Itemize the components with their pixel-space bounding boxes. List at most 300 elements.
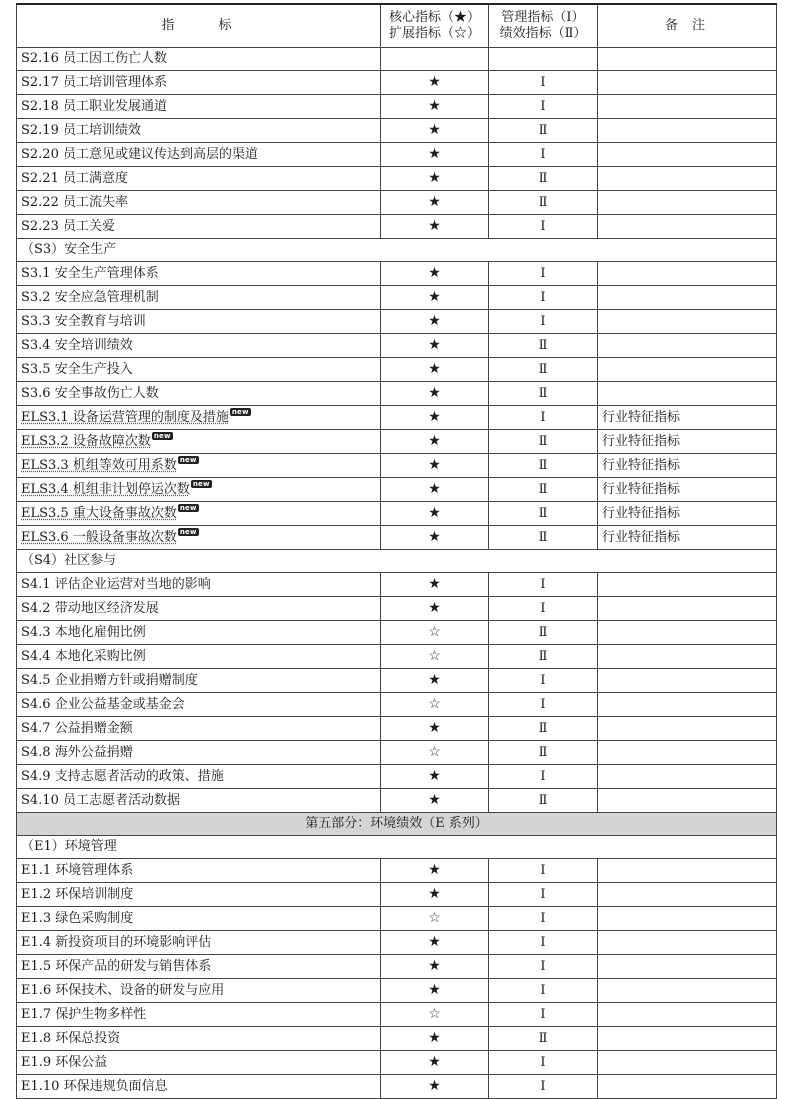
indicator-label: S4.9 支持志愿者活动的政策、措施	[21, 768, 224, 784]
indicator-cell	[17, 95, 381, 119]
indicator-cell	[17, 883, 381, 907]
part-title: 第五部分：环境绩效（E 系列）	[17, 813, 777, 836]
hollow-star-icon: ☆	[428, 1006, 441, 1022]
indicator-cell	[17, 406, 381, 430]
note-cell	[598, 669, 777, 693]
note-cell: 行业特征指标	[598, 526, 777, 550]
indicator-cell	[17, 931, 381, 955]
indicator-type-value: Ⅰ	[540, 1078, 546, 1094]
note-cell	[598, 95, 777, 119]
indicator-type-value: Ⅰ	[540, 958, 546, 974]
indicator-type-cell	[489, 143, 598, 167]
core-extended-cell	[381, 95, 489, 119]
indicator-type-cell	[489, 48, 598, 71]
note-cell	[598, 883, 777, 907]
indicator-type-value: Ⅰ	[540, 146, 546, 162]
indicator-type-cell	[489, 454, 598, 478]
indicator-label: S4.4 本地化采购比例	[21, 648, 146, 664]
indicator-type-cell	[489, 765, 598, 789]
indicator-type-value: Ⅰ	[540, 576, 546, 592]
section-header-row	[17, 239, 777, 262]
hollow-star-icon: ☆	[428, 624, 441, 640]
new-badge-icon: new	[179, 503, 197, 512]
indicator-cell	[17, 358, 381, 382]
table-row	[17, 669, 777, 693]
table-row	[17, 167, 777, 191]
indicator-type-value: Ⅰ	[540, 862, 546, 878]
indicator-label: S3.2 安全应急管理机制	[21, 289, 159, 305]
indicator-type-cell	[489, 597, 598, 621]
indicator-table	[16, 3, 777, 1099]
table-row	[17, 478, 777, 502]
indicator-label: ELS3.5 重大设备事故次数	[21, 505, 177, 521]
indicator-type-cell	[489, 119, 598, 143]
table-row	[17, 931, 777, 955]
core-extended-cell	[381, 478, 489, 502]
section-title: （S3）安全生产	[17, 239, 777, 262]
indicator-type-value: Ⅰ	[540, 98, 546, 114]
indicator-type-cell	[489, 573, 598, 597]
indicator-label: ELS3.4 机组非计划停运次数	[21, 481, 190, 497]
indicator-type-value: Ⅰ	[540, 696, 546, 712]
core-extended-cell	[381, 119, 489, 143]
core-extended-cell	[381, 645, 489, 669]
indicator-cell	[17, 430, 381, 454]
core-extended-cell	[381, 167, 489, 191]
indicator-type-value: Ⅱ	[538, 122, 548, 138]
indicator-type-cell	[489, 1051, 598, 1075]
note-cell	[598, 573, 777, 597]
indicator-type-cell	[489, 334, 598, 358]
table-row	[17, 597, 777, 621]
core-extended-cell	[381, 1051, 489, 1075]
filled-star-icon: ★	[428, 313, 441, 329]
filled-star-icon: ★	[428, 862, 441, 878]
core-extended-cell	[381, 1027, 489, 1051]
indicator-type-cell	[489, 406, 598, 430]
indicator-cell	[17, 717, 381, 741]
note-cell	[598, 931, 777, 955]
section-header-row	[17, 836, 777, 859]
indicator-cell	[17, 262, 381, 286]
indicator-label: S3.5 安全生产投入	[21, 361, 133, 377]
indicator-label: S2.23 员工关爱	[21, 218, 115, 234]
indicator-label: S4.1 评估企业运营对当地的影响	[21, 576, 211, 592]
filled-star-icon: ★	[428, 505, 441, 521]
indicator-cell	[17, 502, 381, 526]
table-row	[17, 765, 777, 789]
indicator-cell	[17, 573, 381, 597]
indicator-label: S4.5 企业捐赠方针或捐赠制度	[21, 672, 198, 688]
indicator-cell	[17, 789, 381, 813]
note-cell	[598, 1051, 777, 1075]
filled-star-icon: ★	[428, 958, 441, 974]
indicator-cell	[17, 1051, 381, 1075]
core-extended-cell	[381, 406, 489, 430]
filled-star-icon: ★	[428, 74, 441, 90]
indicator-label: S4.6 企业公益基金或基金会	[21, 696, 185, 712]
note-cell	[598, 979, 777, 1003]
indicator-cell	[17, 191, 381, 215]
filled-star-icon: ★	[428, 982, 441, 998]
table-row	[17, 621, 777, 645]
indicator-type-cell	[489, 526, 598, 550]
indicator-type-value: Ⅱ	[538, 624, 548, 640]
indicator-cell	[17, 907, 381, 931]
note-cell	[598, 334, 777, 358]
core-extended-cell	[381, 931, 489, 955]
indicator-type-value: Ⅰ	[540, 218, 546, 234]
table-row	[17, 358, 777, 382]
filled-star-icon: ★	[428, 146, 441, 162]
hollow-star-icon: ☆	[428, 696, 441, 712]
note-cell	[598, 645, 777, 669]
core-extended-cell	[381, 262, 489, 286]
indicator-type-value: Ⅰ	[540, 672, 546, 688]
indicator-type-cell	[489, 478, 598, 502]
core-extended-cell	[381, 1003, 489, 1027]
indicator-type-value: Ⅰ	[540, 289, 546, 305]
note-cell: 行业特征指标	[598, 502, 777, 526]
header-management-performance	[489, 4, 598, 48]
indicator-cell	[17, 979, 381, 1003]
core-extended-cell	[381, 859, 489, 883]
indicator-type-cell	[489, 382, 598, 406]
table-row	[17, 286, 777, 310]
indicator-type-cell	[489, 669, 598, 693]
filled-star-icon: ★	[428, 576, 441, 592]
filled-star-icon: ★	[428, 1078, 441, 1094]
indicator-label: S2.16 员工因工伤亡人数	[21, 51, 167, 66]
table-row	[17, 883, 777, 907]
indicator-type-value: Ⅱ	[538, 744, 548, 760]
indicator-type-cell	[489, 1027, 598, 1051]
note-cell: 行业特征指标	[598, 454, 777, 478]
header-indicator: 指标	[17, 4, 381, 48]
indicator-type-value: Ⅰ	[540, 910, 546, 926]
indicator-type-value: Ⅱ	[538, 194, 548, 210]
indicator-type-value: Ⅱ	[538, 385, 548, 401]
filled-star-icon: ★	[428, 768, 441, 784]
note-cell	[598, 693, 777, 717]
filled-star-icon: ★	[428, 457, 441, 473]
filled-star-icon: ★	[428, 265, 441, 281]
indicator-type-value: Ⅰ	[540, 265, 546, 281]
filled-star-icon: ★	[428, 886, 441, 902]
note-cell	[598, 262, 777, 286]
indicator-type-cell	[489, 931, 598, 955]
filled-star-icon: ★	[428, 98, 441, 114]
table-row	[17, 382, 777, 406]
core-extended-cell	[381, 597, 489, 621]
section-title: （E1）环境管理	[17, 836, 777, 859]
section-title: （S4）社区参与	[17, 550, 777, 573]
table-row	[17, 502, 777, 526]
table-row	[17, 907, 777, 931]
indicator-label: E1.8 环保总投资	[21, 1030, 121, 1046]
table-row	[17, 717, 777, 741]
core-extended-cell	[381, 573, 489, 597]
core-extended-cell	[381, 334, 489, 358]
table-row	[17, 454, 777, 478]
indicator-type-cell	[489, 71, 598, 95]
core-extended-cell	[381, 502, 489, 526]
header-core-extended	[381, 4, 489, 48]
note-cell	[598, 310, 777, 334]
header-performance-line: 绩效指标（Ⅱ）	[499, 26, 587, 41]
core-extended-cell	[381, 669, 489, 693]
filled-star-icon: ★	[428, 194, 441, 210]
core-extended-cell	[381, 215, 489, 239]
table-row	[17, 143, 777, 167]
indicator-type-value: Ⅱ	[538, 457, 548, 473]
indicator-label: ELS3.2 设备故障次数	[21, 433, 151, 449]
indicator-type-cell	[489, 955, 598, 979]
indicator-type-cell	[489, 883, 598, 907]
core-extended-cell	[381, 71, 489, 95]
core-extended-cell	[381, 717, 489, 741]
note-cell	[598, 741, 777, 765]
indicator-type-value: Ⅰ	[540, 600, 546, 616]
table-body	[17, 48, 777, 1099]
note-cell	[598, 143, 777, 167]
table-row	[17, 215, 777, 239]
indicator-cell	[17, 310, 381, 334]
indicator-cell	[17, 1075, 381, 1099]
hollow-star-icon: ☆	[428, 910, 441, 926]
indicator-type-cell	[489, 191, 598, 215]
indicator-cell	[17, 382, 381, 406]
indicator-type-cell	[489, 645, 598, 669]
indicator-label: S2.22 员工流失率	[21, 194, 128, 210]
table-header-row	[17, 4, 777, 48]
table-row	[17, 95, 777, 119]
new-badge-icon: new	[179, 527, 197, 536]
note-cell	[598, 717, 777, 741]
indicator-label: S2.21 员工满意度	[21, 170, 128, 186]
note-cell	[598, 859, 777, 883]
table-row	[17, 71, 777, 95]
indicator-type-cell	[489, 167, 598, 191]
indicator-type-value: Ⅱ	[538, 505, 548, 521]
core-extended-cell	[381, 48, 489, 71]
indicator-cell	[17, 859, 381, 883]
note-cell	[598, 215, 777, 239]
core-extended-cell	[381, 382, 489, 406]
indicator-label: S4.8 海外公益捐赠	[21, 744, 133, 760]
indicator-type-value: Ⅱ	[538, 170, 548, 186]
indicator-cell	[17, 1027, 381, 1051]
indicator-label: S4.10 员工志愿者活动数据	[21, 792, 180, 808]
indicator-type-value: Ⅱ	[538, 361, 548, 377]
table-row	[17, 262, 777, 286]
indicator-label: ELS3.3 机组等效可用系数	[21, 457, 177, 473]
indicator-cell	[17, 645, 381, 669]
indicator-label: E1.6 环保技术、设备的研发与应用	[21, 982, 225, 998]
core-extended-cell	[381, 979, 489, 1003]
table-row	[17, 1003, 777, 1027]
filled-star-icon: ★	[428, 934, 441, 950]
indicator-cell	[17, 143, 381, 167]
note-cell	[598, 621, 777, 645]
indicator-type-value: Ⅰ	[540, 74, 546, 90]
indicator-cell	[17, 71, 381, 95]
core-extended-cell	[381, 693, 489, 717]
indicator-cell	[17, 526, 381, 550]
indicator-cell	[17, 669, 381, 693]
header-core-line: 核心指标（★）	[388, 10, 480, 25]
table-row	[17, 48, 777, 71]
filled-star-icon: ★	[428, 481, 441, 497]
indicator-type-cell	[489, 741, 598, 765]
indicator-type-cell	[489, 358, 598, 382]
note-cell: 行业特征指标	[598, 406, 777, 430]
note-cell	[598, 191, 777, 215]
header-extended-line: 扩展指标（☆）	[388, 26, 480, 41]
table-row	[17, 1027, 777, 1051]
table-row	[17, 645, 777, 669]
new-badge-icon: new	[153, 431, 171, 440]
table-row	[17, 310, 777, 334]
core-extended-cell	[381, 191, 489, 215]
note-cell	[598, 765, 777, 789]
core-extended-cell	[381, 430, 489, 454]
table-row	[17, 119, 777, 143]
indicator-type-cell	[489, 717, 598, 741]
indicator-label: S4.2 带动地区经济发展	[21, 600, 159, 616]
filled-star-icon: ★	[428, 1054, 441, 1070]
indicator-type-value: Ⅱ	[538, 1030, 548, 1046]
part-header-row	[17, 813, 777, 836]
indicator-type-cell	[489, 789, 598, 813]
indicator-type-value: Ⅱ	[538, 481, 548, 497]
indicator-type-value: Ⅰ	[540, 313, 546, 329]
indicator-label: S3.4 安全培训绩效	[21, 337, 133, 353]
indicator-type-value: Ⅱ	[538, 433, 548, 449]
indicator-type-cell	[489, 979, 598, 1003]
indicator-type-cell	[489, 907, 598, 931]
table-row	[17, 1075, 777, 1099]
indicator-type-cell	[489, 286, 598, 310]
indicator-label: ELS3.1 设备运营管理的制度及措施	[21, 409, 229, 425]
indicator-cell	[17, 48, 381, 71]
filled-star-icon: ★	[428, 433, 441, 449]
indicator-type-value: Ⅰ	[540, 1006, 546, 1022]
filled-star-icon: ★	[428, 122, 441, 138]
indicator-type-value: Ⅱ	[538, 648, 548, 664]
core-extended-cell	[381, 883, 489, 907]
table-row	[17, 859, 777, 883]
note-cell	[598, 48, 777, 71]
note-cell	[598, 907, 777, 931]
note-cell	[598, 789, 777, 813]
indicator-label: S3.3 安全教育与培训	[21, 313, 146, 329]
indicator-type-value: Ⅰ	[540, 934, 546, 950]
indicator-label: S2.17 员工培训管理体系	[21, 74, 167, 90]
table-row	[17, 334, 777, 358]
note-cell: 行业特征指标	[598, 478, 777, 502]
indicator-label: S2.18 员工职业发展通道	[21, 98, 167, 114]
filled-star-icon: ★	[428, 1030, 441, 1046]
filled-star-icon: ★	[428, 385, 441, 401]
core-extended-cell	[381, 358, 489, 382]
core-extended-cell	[381, 454, 489, 478]
section-header-row	[17, 550, 777, 573]
table-row	[17, 693, 777, 717]
filled-star-icon: ★	[428, 792, 441, 808]
table-row	[17, 573, 777, 597]
indicator-cell	[17, 215, 381, 239]
indicator-cell	[17, 454, 381, 478]
new-badge-icon: new	[192, 479, 210, 488]
table-row	[17, 1051, 777, 1075]
indicator-label: E1.4 新投资项目的环境影响评估	[21, 934, 212, 950]
new-badge-icon: new	[179, 455, 197, 464]
indicator-cell	[17, 741, 381, 765]
core-extended-cell	[381, 907, 489, 931]
note-cell	[598, 382, 777, 406]
indicator-cell	[17, 955, 381, 979]
indicator-cell	[17, 167, 381, 191]
core-extended-cell	[381, 143, 489, 167]
indicator-label: E1.10 环保违规负面信息	[21, 1078, 168, 1094]
indicator-type-value: Ⅰ	[540, 768, 546, 784]
indicator-label: E1.5 环保产品的研发与销售体系	[21, 958, 212, 974]
indicator-cell	[17, 765, 381, 789]
core-extended-cell	[381, 955, 489, 979]
indicator-label: S4.3 本地化雇佣比例	[21, 624, 146, 640]
indicator-cell	[17, 597, 381, 621]
hollow-star-icon: ☆	[428, 744, 441, 760]
filled-star-icon: ★	[428, 361, 441, 377]
note-cell: 行业特征指标	[598, 430, 777, 454]
indicator-type-cell	[489, 859, 598, 883]
indicator-type-value: Ⅱ	[538, 337, 548, 353]
filled-star-icon: ★	[428, 170, 441, 186]
indicator-type-cell	[489, 310, 598, 334]
note-cell	[598, 1075, 777, 1099]
indicator-label: E1.7 保护生物多样性	[21, 1006, 147, 1022]
core-extended-cell	[381, 526, 489, 550]
indicator-label: E1.3 绿色采购制度	[21, 910, 134, 926]
note-cell	[598, 1003, 777, 1027]
header-note: 备注	[598, 4, 777, 48]
indicator-type-cell	[489, 215, 598, 239]
indicator-type-value: Ⅰ	[540, 886, 546, 902]
note-cell	[598, 286, 777, 310]
indicator-type-value: Ⅱ	[538, 529, 548, 545]
indicator-type-value: Ⅱ	[538, 720, 548, 736]
indicator-type-cell	[489, 693, 598, 717]
indicator-label: E1.2 环保培训制度	[21, 886, 134, 902]
table-row	[17, 191, 777, 215]
indicator-label: S3.1 安全生产管理体系	[21, 265, 159, 281]
indicator-label: S2.20 员工意见或建议传达到高层的渠道	[21, 146, 258, 162]
indicator-type-cell	[489, 95, 598, 119]
core-extended-cell	[381, 1075, 489, 1099]
core-extended-cell	[381, 310, 489, 334]
indicator-type-value: Ⅰ	[540, 982, 546, 998]
core-extended-cell	[381, 789, 489, 813]
indicator-label: E1.9 环保公益	[21, 1054, 108, 1070]
filled-star-icon: ★	[428, 672, 441, 688]
core-extended-cell	[381, 765, 489, 789]
indicator-type-cell	[489, 621, 598, 645]
filled-star-icon: ★	[428, 720, 441, 736]
table-row	[17, 406, 777, 430]
indicator-type-value: Ⅰ	[540, 1054, 546, 1070]
filled-star-icon: ★	[428, 529, 441, 545]
